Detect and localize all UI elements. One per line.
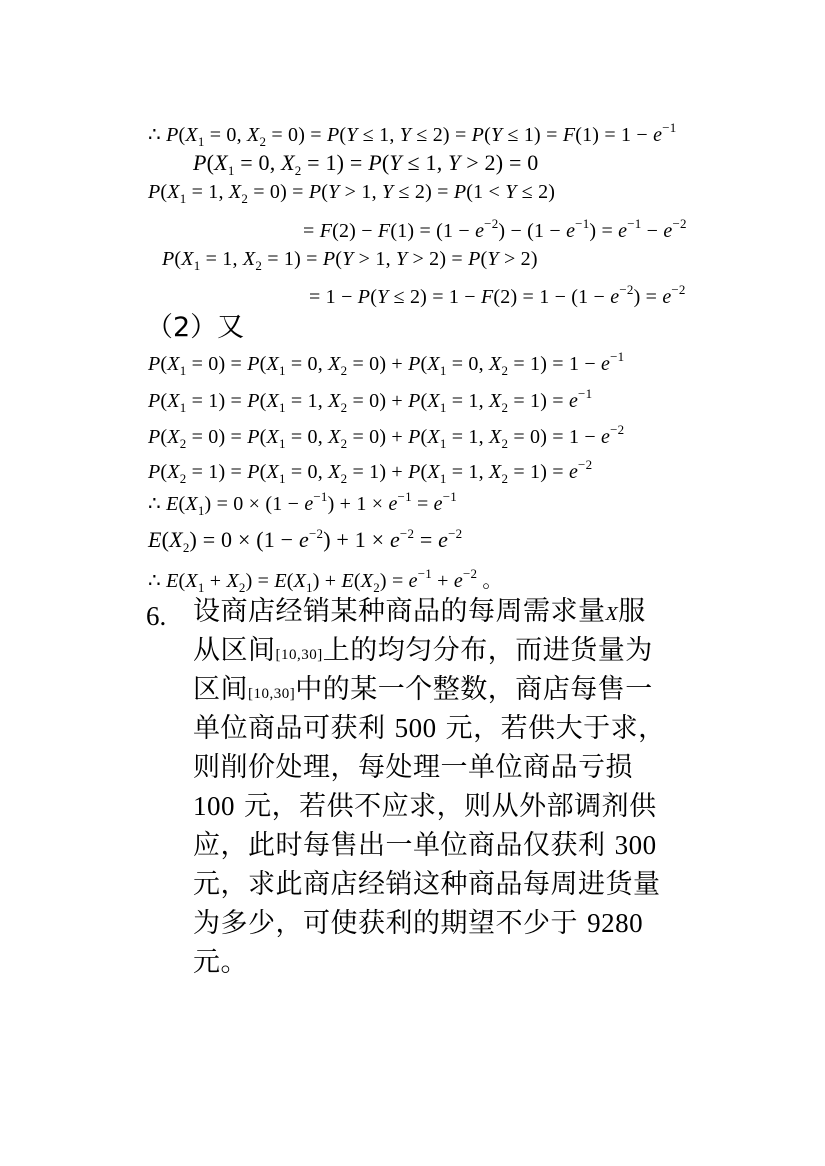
equation-line-4: = $F(2) - F(1) = (1 - e^{-2}) - (1 - e^{-1}) = e^{-1} - e^{-2}$ (303, 216, 687, 242)
problem-text: 元，若供不应求，则从外部调剂供 (235, 791, 657, 822)
problem-text: 设商店经销某种商品的每周需求量 (193, 596, 606, 627)
problem-text: 元，若供大于求， (436, 713, 666, 744)
equation-line-3: $P(X_1 = 1$, $X_2 = 0) = P(Y > 1$, Y ≤ 2) = P(1 < Y ≤ 2) (148, 181, 556, 206)
equation-line-14: ∴ $E(X_1 + X_2) = E(X_1) + E(X_2) = e^{-1} + e^{-2}$ 。 (148, 566, 503, 595)
equation-line-11: $P(X_2 = 1) = P(X_1 = 0$, $X_2 = 1) + P(X_1 = 1$, $X_2 = 1) = e^{-2}$ (148, 457, 593, 486)
problem-line-8 (193, 871, 661, 898)
interval: [10,30] (275, 647, 323, 663)
loss-value: 100 (193, 791, 235, 821)
problem-text: 为多少，可使获利的期望不少于 (193, 908, 588, 939)
problem-text: 元。 (193, 947, 248, 978)
problem-line-5 (193, 754, 633, 781)
profit-value: 500 (394, 713, 437, 743)
problem-text: 单位商品可获利 (193, 713, 395, 744)
problem-number: 6. (146, 601, 167, 631)
target-value: 9280 (587, 908, 644, 938)
problem-text: 元，求此商店经销这种商品每周进货量 (193, 869, 661, 900)
problem-line-9 (193, 910, 643, 937)
equation-line-8: $P(X_1 = 0) = P(X_1 = 0$, $X_2 = 0) + P(X_1 = 0$, $X_2 = 1) = 1 - e^{-1}$ (148, 349, 625, 378)
equation-line-6: = $1 - P(Y \le 2) = 1 - F(2) = 1 - (1 - e^{-2}) = e^{-2}$ (309, 282, 686, 308)
problem-line-1 (193, 598, 646, 625)
profit-value-2: 300 (614, 830, 657, 860)
equation-line-13: $E(X_2) = 0 \times (1 - e^{-2}) + 1 \times e^{-2} = e^{-2}$ (148, 526, 463, 555)
problem-text: 中的某一个整数，商店每售一 (295, 674, 653, 705)
problem-line-10 (193, 949, 248, 976)
variable-x: X (605, 603, 619, 625)
part-2-label: （2）又 (146, 312, 245, 343)
equation-line-10: $P(X_2 = 0) = P(X_1 = 0$, $X_2 = 0) + P(X_1 = 1$, $X_2 = 0) = 1 - e^{-2}$ (148, 422, 625, 451)
problem-line-2 (193, 637, 653, 664)
equation-line-5: $P(X_1 = 1$, $X_2 = 1) = P(Y > 1$, Y > 2) = P(Y > 2) (162, 248, 538, 273)
problem-text: 上的均匀分布，而进货量为 (322, 635, 653, 666)
problem-line-7 (193, 832, 657, 859)
problem-line-6 (193, 793, 657, 820)
problem-text: 服 (618, 596, 646, 627)
problem-line-3 (193, 676, 653, 703)
equation-line-12: ∴ $E(X_1) = 0 \times (1 - e^{-1}) + 1 \times e^{-1} = e^{-1}$ (148, 489, 457, 518)
problem-text: 应，此时每售出一单位商品仅获利 (193, 830, 615, 861)
problem-line-4 (193, 715, 666, 742)
interval: [10,30] (248, 686, 296, 702)
equation-line-2: $P(X_1 = 0$, $X_2 = 1) = P(Y \le 1$, Y > 2) = 0 (193, 150, 539, 178)
equation-line-9: $P(X_1 = 1) = P(X_1 = 1$, $X_2 = 0) + P(X_1 = 1$, $X_2 = 1) = e^{-1}$ (148, 386, 593, 415)
problem-text: 从区间 (193, 635, 276, 666)
problem-text: 区间 (193, 674, 248, 705)
equation-line-1: ∴ $P(X_1 = 0$, $X_2 = 0) = P(Y \le 1$, $Y \le 2) = P(Y \le 1) = F(1) = 1 - e^{-1}$ (148, 120, 677, 149)
problem-text: 则削价处理，每处理一单位商品亏损 (193, 752, 633, 783)
